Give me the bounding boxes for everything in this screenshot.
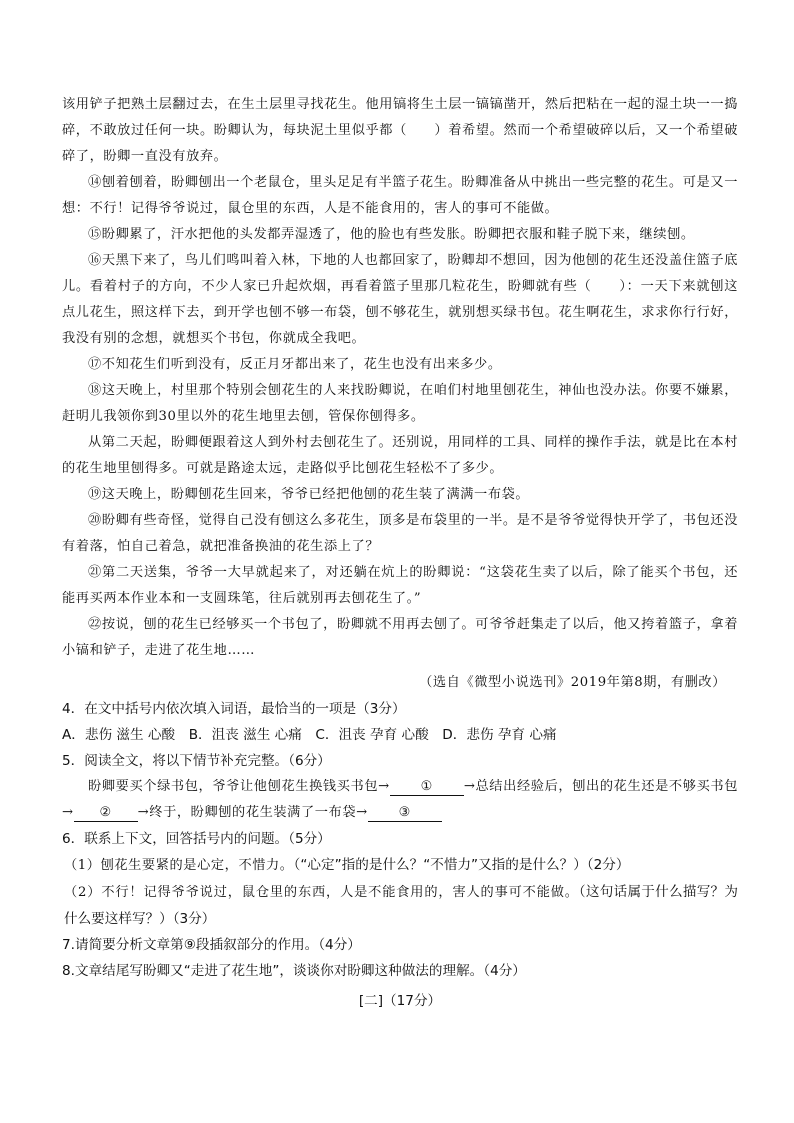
question-stem: 5．阅读全文，将以下情节补充完整。（6分） bbox=[62, 753, 331, 769]
sub-question-1 bbox=[62, 852, 738, 879]
story-paragraph: ⑯天黑下来了，鸟儿们鸣叫着入林，下地的人也都回家了，盼卿却不想回，因为他刨的花生还没盖住篮子底儿。看着村子的方向，不少人家已升起炊烟，再看着篮子里那几粒花生，盼卿就有些（ ）：一天下来就刨这点儿花生，照这样下去，到开学也刨不够一布袋，刨不够花生，就别想买绿书包。花生啊花生，求求你行行好，我没有别的念想，就想买个书包，你就成全我吧。 bbox=[62, 253, 738, 346]
sub-question-prompt: （“心定”指的是什么？“不惜力”又指的是什么？）（2分） bbox=[293, 857, 630, 873]
exam-page bbox=[62, 92, 738, 1014]
source-citation: （选自《微型小说选刊》2019年第8期，有删改） bbox=[419, 675, 726, 690]
plot-step-text: 盼卿要买个绿书包，爷爷让他刨花生换钱买书包→ bbox=[88, 779, 390, 794]
answer-blank-3[interactable]: ③ bbox=[368, 805, 442, 822]
story-paragraph: ⑮盼卿累了，汗水把他的头发都弄湿透了，他的脸也有些发胀。盼卿把衣服和鞋子脱下来，继续刨。 bbox=[88, 227, 695, 242]
story-paragraph: 从第二天起，盼卿便跟着这人到外村去刨花生了。还别说，用同样的工具、同样的操作手法，就是比在本村的花生地里刨得多。可就是路途太远，走路似乎比刨花生轻松不了多少。 bbox=[62, 435, 738, 476]
story-paragraph: ㉒按说，刨的花生已经够买一个书包了，盼卿就不用再去刨了。可爷爷赶集走了以后，他又挎着篮子，拿着小镐和铲子，走进了花生地…… bbox=[62, 617, 738, 658]
plot-chain bbox=[62, 774, 738, 826]
question-8: 8.文章结尾写盼卿又“走进了花生地”，谈谈你对盼卿这种做法的理解。（4分） bbox=[62, 963, 526, 979]
story-paragraph: ⑱这天晚上，村里那个特别会刨花生的人来找盼卿说，在咱们村地里刨花生，神仙也没办法。你要不嫌累，赶明儿我领你到30里以外的花生地里去刨，管保你刨得多。 bbox=[62, 383, 738, 424]
answer-options: A．悲伤 滋生 心酸 B．沮丧 滋生 心痛 C．沮丧 孕育 心酸 D．悲伤 孕育 心痛 bbox=[62, 727, 557, 743]
quoted-sentence: （1）刨花生要紧的是心定，不惜力。 bbox=[64, 858, 294, 873]
section-label: [二]（17分） bbox=[358, 993, 442, 1009]
answer-blank-2[interactable]: ② bbox=[74, 805, 138, 822]
story-paragraph: ⑰不知花生们听到没有，反正月牙都出来了，花生也没有出来多少。 bbox=[88, 357, 502, 372]
story-paragraph: ⑭刨着刨着，盼卿刨出一个老鼠仓，里头足足有半篮子花生。盼卿准备从中挑出一些完整的花生。可是又一想：不行！记得爷爷说过，鼠仓里的东西，人是不能食用的，害人的事可不能做。 bbox=[62, 175, 738, 216]
story-text bbox=[62, 92, 738, 696]
sub-question-prompt: （这句话属于什么描写？为什么要这样写？）（3分） bbox=[64, 884, 738, 927]
question-stem: 6．联系上下文，回答括号内的问题。（5分） bbox=[62, 831, 331, 847]
answer-blank-1[interactable]: ① bbox=[390, 779, 464, 796]
question-7: 7.请简要分析文章第⑨段插叙部分的作用。（4分） bbox=[62, 937, 361, 953]
plot-step-text: →终于，盼卿刨的花生装满了一布袋→ bbox=[137, 805, 368, 820]
question-6 bbox=[62, 826, 738, 932]
story-paragraph: ⑲这天晚上，盼卿刨花生回来，爷爷已经把他刨的花生装了满满一布袋。 bbox=[88, 487, 530, 502]
question-5 bbox=[62, 748, 738, 826]
plot-step-text: →总结出经验后，刨出的花生还是不够买书包→ bbox=[62, 779, 738, 820]
question-4 bbox=[62, 696, 738, 748]
sub-question-2 bbox=[62, 879, 738, 932]
story-paragraph: 该用铲子把熟土层翻过去，在生土层里寻找花生。他用镐将生土层一镐镐凿开，然后把粘在一起的湿土块一一捣碎，不敢放过任何一块。盼卿认为，每块泥土里似乎都（ ）着希望。然而一个希望破碎以后，又一个希望破碎了，盼卿一直没有放弃。 bbox=[62, 97, 738, 164]
question-stem: 4．在文中括号内依次填入词语，最恰当的一项是（3分） bbox=[62, 701, 406, 717]
story-paragraph: ⑳盼卿有些奇怪，觉得自己没有刨这么多花生，顶多是布袋里的一半。是不是爷爷觉得快开学了，书包还没有着落，怕自己着急，就把准备换油的花生添上了？ bbox=[62, 513, 738, 554]
quoted-sentence: （2）不行！记得爷爷说过，鼠仓里的东西，人是不能食用的，害人的事可不能做。 bbox=[64, 885, 579, 900]
story-paragraph: ㉑第二天送集，爷爷一大早就起来了，对还躺在炕上的盼卿说：“这袋花生卖了以后，除了能买个书包，还能再买两本作业本和一支圆珠笔，往后就别再去刨花生了。” bbox=[62, 565, 738, 606]
